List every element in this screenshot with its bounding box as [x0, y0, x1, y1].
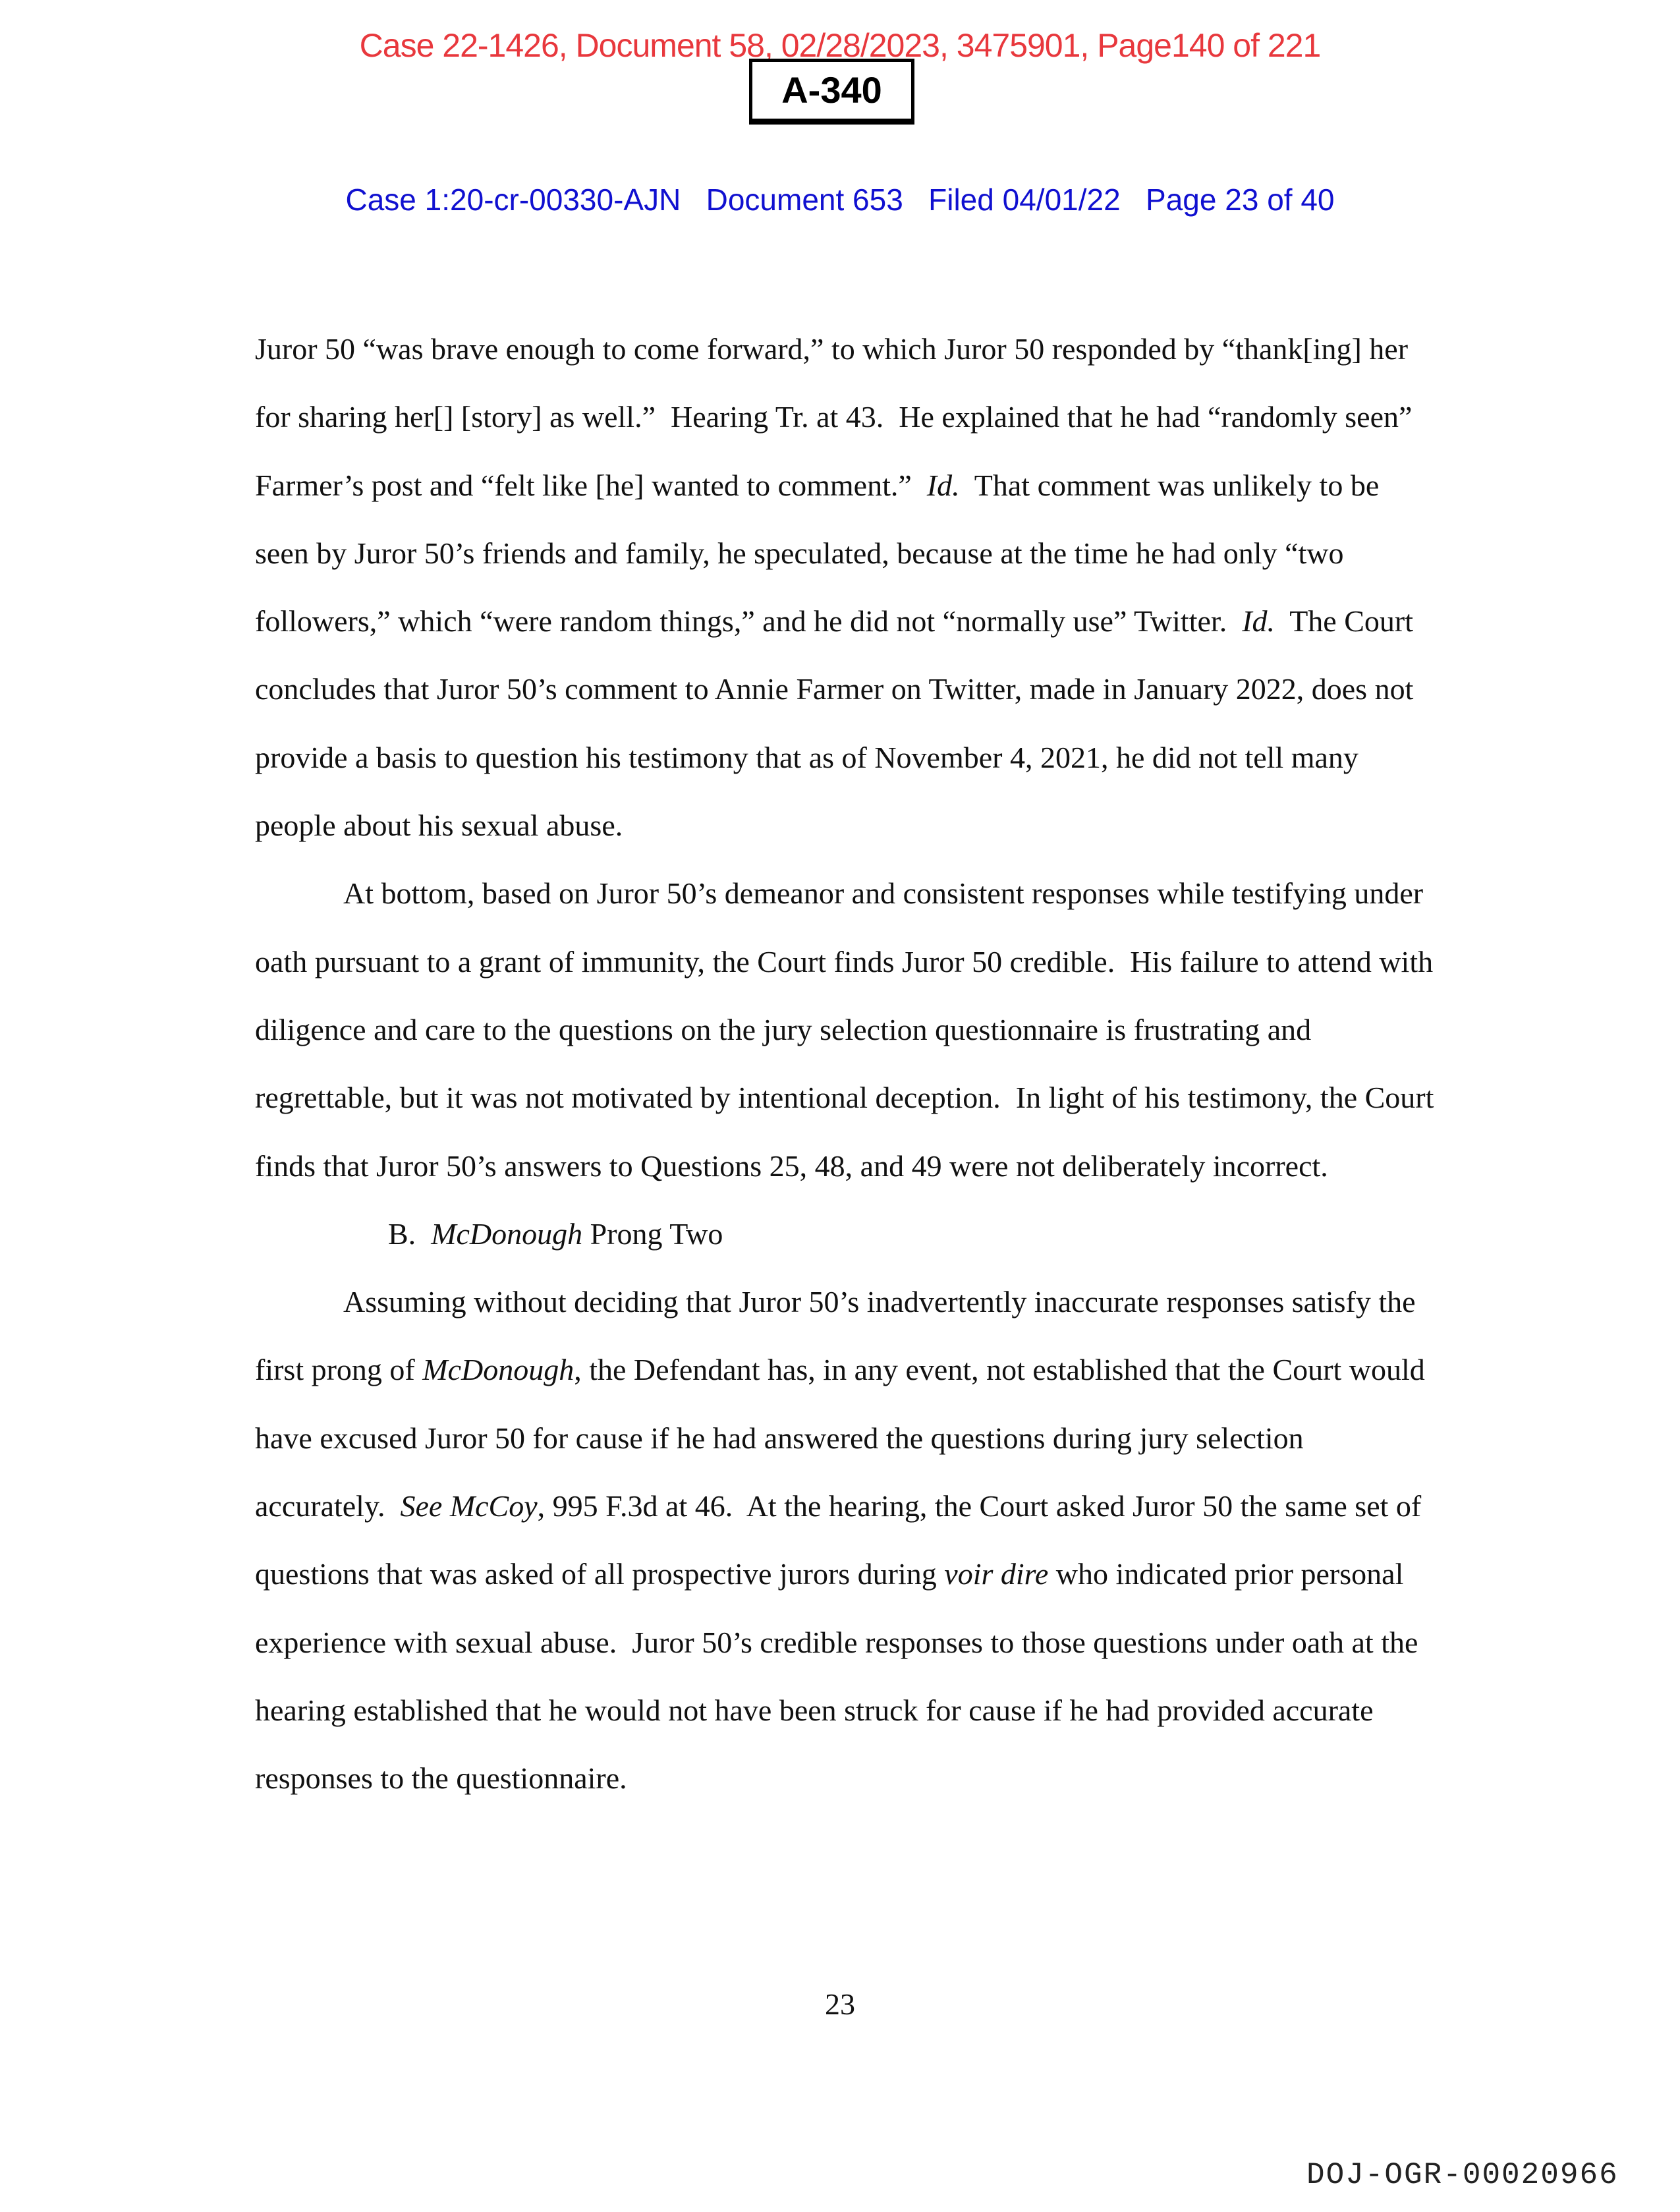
- italic-text: McDonough: [431, 1216, 583, 1251]
- text-segment: regrettable, but it was not motivated by intentional deception. In light of his testimony, the Court: [255, 1081, 1434, 1115]
- text-segment: accurately.: [255, 1489, 401, 1523]
- text-segment: experience with sexual abuse. Juror 50’s credible responses to those questions under oath at the: [255, 1625, 1418, 1659]
- text-line: [255, 587, 1441, 655]
- bates-number: DOJ-OGR-00020966: [1306, 2158, 1619, 2192]
- exhibit-label-box: A-340: [749, 59, 914, 125]
- text-segment: diligence and care to the questions on the jury selection questionnaire is frustrating and: [255, 1012, 1312, 1046]
- text-line: [255, 1472, 1441, 1540]
- text-segment: Prong Two: [582, 1216, 723, 1251]
- appellate-case-stamp: Case 22-1426, Document 58, 02/28/2023, 3475901, Page140 of 221: [359, 27, 1321, 64]
- text-segment: That comment was unlikely to be: [959, 468, 1380, 502]
- text-line: [255, 1540, 1441, 1608]
- text-line: [255, 1336, 1441, 1404]
- text-line: [255, 928, 1441, 996]
- text-line: [255, 791, 1441, 859]
- text-segment: for sharing her[] [story] as well.” Hearing Tr. at 43. He explained that he had “randomly seen”: [255, 400, 1413, 434]
- italic-text: Id.: [926, 468, 960, 502]
- text-segment: , the Defendant has, in any event, not established that the Court would: [574, 1353, 1425, 1387]
- text-segment: have excused Juror 50 for cause if he had answered the questions during jury selection: [255, 1421, 1304, 1455]
- text-segment: questions that was asked of all prospective jurors during: [255, 1557, 945, 1591]
- text-line: [255, 383, 1441, 451]
- text-segment: finds that Juror 50’s answers to Questions 25, 48, and 49 were not deliberately incorrect.: [255, 1149, 1328, 1183]
- text-line: [255, 1132, 1441, 1200]
- text-line: [255, 1063, 1441, 1131]
- text-line: [255, 315, 1441, 383]
- text-segment: first prong of: [255, 1353, 423, 1387]
- text-line: [255, 723, 1441, 791]
- italic-text: Id.: [1242, 604, 1275, 638]
- text-segment: people about his sexual abuse.: [255, 808, 623, 843]
- text-segment: concludes that Juror 50’s comment to Annie Farmer on Twitter, made in January 2022, does not: [255, 672, 1414, 706]
- page-number: 23: [825, 1987, 855, 2021]
- text-segment: hearing established that he would not have been struck for cause if he had provided accurate: [255, 1693, 1374, 1727]
- ecf-filing-header: Case 1:20-cr-00330-AJN Document 653 Filed 04/01/22 Page 23 of 40: [345, 183, 1335, 217]
- text-segment: Juror 50 “was brave enough to come forward,” to which Juror 50 responded by “thank[ing] her: [255, 332, 1409, 366]
- text-segment: responses to the questionnaire.: [255, 1761, 627, 1796]
- text-segment: followers,” which “were random things,” and he did not “normally use” Twitter.: [255, 604, 1243, 638]
- text-segment: , 995 F.3d at 46. At the hearing, the Court asked Juror 50 the same set of: [537, 1489, 1422, 1523]
- text-line: [255, 1676, 1441, 1744]
- text-line: [255, 859, 1441, 927]
- text-segment: B.: [388, 1216, 432, 1251]
- text-line: [255, 1404, 1441, 1472]
- text-segment: provide a basis to question his testimony that as of November 4, 2021, he did not tell many: [255, 740, 1358, 774]
- text-line: [255, 1744, 1441, 1812]
- text-segment: who indicated prior personal: [1048, 1557, 1404, 1591]
- text-segment: Assuming without deciding that Juror 50’s inadvertently inaccurate responses satisfy the: [343, 1285, 1416, 1319]
- section-heading-line: [255, 1200, 1441, 1268]
- text-line: [255, 1268, 1441, 1336]
- text-segment: Farmer’s post and “felt like [he] wanted to comment.”: [255, 468, 927, 502]
- text-segment: seen by Juror 50’s friends and family, he speculated, because at the time he had only “two: [255, 536, 1344, 570]
- text-segment: The Court: [1275, 604, 1413, 638]
- text-line: [255, 1608, 1441, 1676]
- text-segment: oath pursuant to a grant of immunity, the Court finds Juror 50 credible. His failure to attend with: [255, 944, 1434, 978]
- italic-text: voir dire: [944, 1557, 1049, 1591]
- text-line: [255, 451, 1441, 519]
- italic-text: McDonough: [422, 1353, 574, 1387]
- text-segment: At bottom, based on Juror 50’s demeanor and consistent responses while testifying under: [343, 876, 1424, 911]
- text-line: [255, 996, 1441, 1063]
- italic-text: See McCoy: [400, 1489, 538, 1523]
- document-body: [255, 315, 1441, 1813]
- text-line: [255, 519, 1441, 587]
- text-line: [255, 655, 1441, 723]
